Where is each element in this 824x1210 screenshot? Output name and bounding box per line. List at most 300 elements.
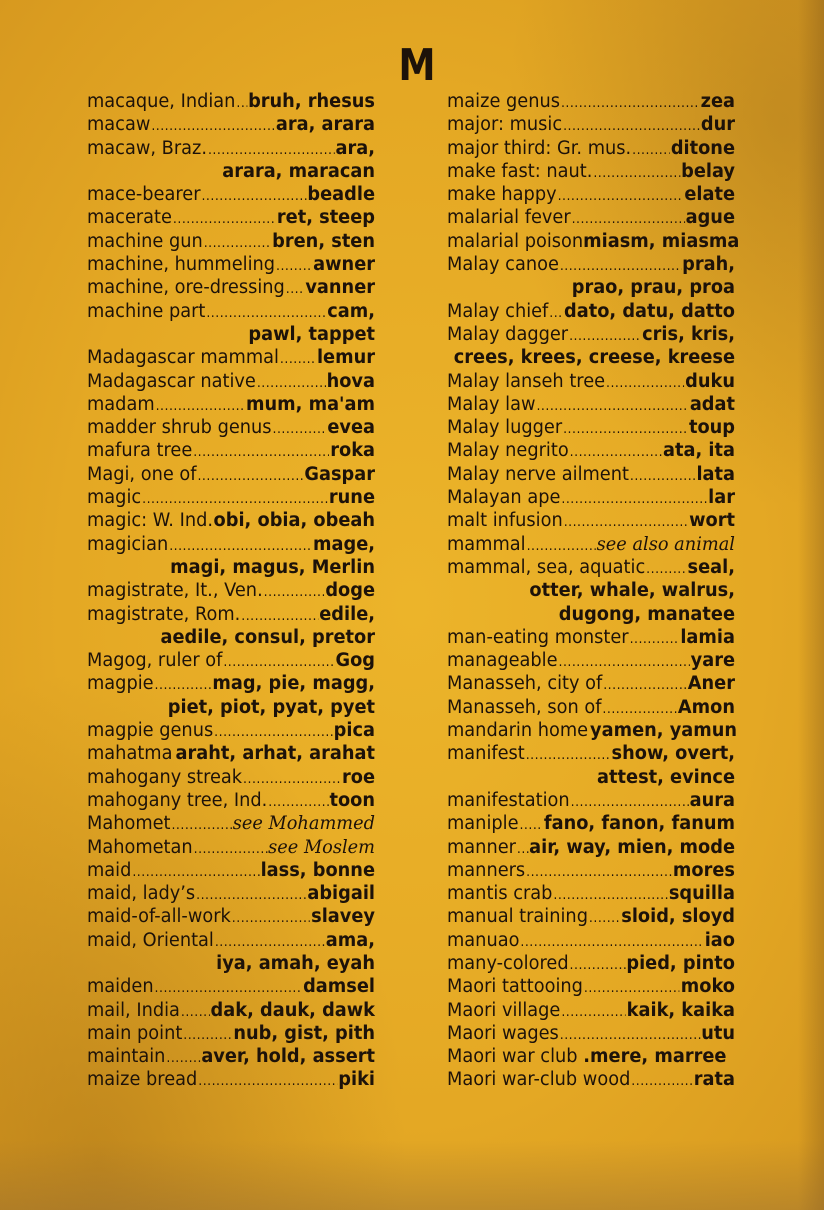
entry-answers: lar bbox=[708, 487, 735, 509]
dot-leader bbox=[560, 1024, 700, 1047]
entry bbox=[87, 509, 375, 532]
entry-headword: mail, India bbox=[87, 999, 180, 1021]
dot-leader bbox=[630, 465, 696, 488]
dot-leader bbox=[572, 208, 685, 231]
entry bbox=[87, 206, 375, 229]
entry bbox=[447, 253, 735, 276]
entry bbox=[447, 789, 735, 812]
dot-leader bbox=[155, 674, 212, 697]
dot-leader bbox=[241, 605, 318, 628]
entry-answers: lass, bonne bbox=[260, 859, 375, 881]
entry-answers: toon bbox=[329, 789, 375, 811]
dot-leader bbox=[527, 535, 596, 558]
entry-headword: madam bbox=[87, 393, 155, 415]
dot-leader bbox=[570, 954, 626, 977]
entry-answers: Amon bbox=[677, 696, 735, 718]
entry-answers: mag, pie, magg, bbox=[212, 673, 375, 695]
entry bbox=[447, 1068, 735, 1091]
entry-headword: Malay lanseh tree bbox=[447, 370, 606, 392]
entry bbox=[87, 276, 375, 299]
entry-answers: aedile, consul, pretor bbox=[160, 626, 375, 648]
entry-headword: machine gun bbox=[87, 230, 203, 252]
dot-leader bbox=[526, 744, 611, 767]
entry bbox=[447, 812, 735, 835]
entry-continuation bbox=[87, 696, 375, 719]
entry-headword: maintain bbox=[87, 1046, 166, 1068]
entry-answers: squilla bbox=[668, 883, 735, 905]
entry-headword: macaw, Braz. bbox=[87, 137, 207, 159]
entry-continuation bbox=[87, 626, 375, 649]
entry-answers: vanner bbox=[305, 277, 375, 299]
entry-continuation bbox=[447, 346, 735, 369]
entry-answers: Aner bbox=[687, 673, 735, 695]
dot-leader bbox=[536, 395, 688, 418]
entry-headword: manageable bbox=[447, 650, 558, 672]
entry-headword: machine part bbox=[87, 300, 206, 322]
entry-answers: sloid, sloyd bbox=[621, 906, 735, 928]
entry-answers: moko bbox=[680, 976, 735, 998]
entry-answers: ara, arara bbox=[275, 114, 375, 136]
entry-headword: manner bbox=[447, 836, 516, 858]
entry-answers: ama, bbox=[325, 929, 375, 951]
page-bottom-wear bbox=[0, 1140, 824, 1210]
dot-leader bbox=[156, 395, 245, 418]
entry-answers: lemur bbox=[316, 347, 375, 369]
dot-leader bbox=[173, 208, 276, 231]
dot-leader bbox=[563, 418, 688, 441]
entry-headword: Malay nerve ailment bbox=[447, 463, 629, 485]
dot-leader bbox=[243, 768, 341, 791]
entry-answers: yare bbox=[690, 650, 735, 672]
dot-leader bbox=[215, 931, 325, 954]
entry bbox=[87, 905, 375, 928]
entry bbox=[447, 975, 735, 998]
entry-headword: mammal bbox=[447, 533, 526, 555]
entry-answers: arara, maracan bbox=[222, 160, 375, 182]
dot-leader bbox=[236, 92, 247, 115]
entry-continuation bbox=[87, 556, 375, 579]
entry bbox=[87, 649, 375, 672]
entry bbox=[447, 160, 735, 183]
entry-headword: malarial fever bbox=[447, 207, 571, 229]
dot-leader bbox=[201, 185, 306, 208]
entry-continuation bbox=[87, 160, 375, 183]
entry-answers: lata bbox=[696, 463, 735, 485]
dot-leader bbox=[264, 581, 325, 604]
entry-answers: pied, pinto bbox=[626, 952, 735, 974]
entry bbox=[87, 253, 375, 276]
entry-answers: magi, magus, Merlin bbox=[170, 556, 375, 578]
entry-headword: Malay law bbox=[447, 393, 536, 415]
entry-headword: mafura tree bbox=[87, 440, 193, 462]
entry-headword: maid-of-all-work bbox=[87, 906, 231, 928]
dot-leader bbox=[155, 977, 303, 1000]
dot-leader bbox=[571, 791, 689, 814]
dot-leader bbox=[517, 838, 528, 861]
entry-headword: mahatma bbox=[87, 743, 173, 765]
entry bbox=[87, 579, 375, 602]
entry-headword: magpie genus bbox=[87, 720, 214, 742]
entry-continuation bbox=[447, 603, 735, 626]
entry-headword: Mahomet bbox=[87, 813, 171, 835]
entry bbox=[87, 929, 375, 952]
entry bbox=[447, 905, 735, 928]
entry-headword: mammal, sea, aquatic bbox=[447, 556, 646, 578]
entry bbox=[447, 952, 735, 975]
dot-leader bbox=[561, 488, 707, 511]
dot-leader bbox=[208, 139, 335, 162]
entry-answers: damsel bbox=[303, 976, 375, 998]
entry-continuation bbox=[447, 276, 735, 299]
entry bbox=[87, 742, 375, 765]
entry-headword: magic bbox=[87, 487, 142, 509]
entry-headword: Malayan ape bbox=[447, 487, 561, 509]
entry-headword: maiden bbox=[87, 976, 154, 998]
dot-leader bbox=[173, 744, 174, 767]
dot-leader bbox=[142, 488, 328, 511]
dot-leader bbox=[268, 791, 328, 814]
entry bbox=[447, 206, 735, 229]
dot-leader bbox=[197, 465, 303, 488]
dot-leader bbox=[204, 232, 271, 255]
entry-headword: macerate bbox=[87, 207, 172, 229]
left-column bbox=[87, 90, 387, 1092]
entry bbox=[87, 999, 375, 1022]
entry-answers: dugong, manatee bbox=[558, 603, 735, 625]
entry-answers: yamen, yamun bbox=[590, 720, 738, 742]
cross-reference: see Moslem bbox=[268, 836, 375, 858]
entry-headword: many-colored bbox=[447, 952, 569, 974]
entry-answers: slavey bbox=[311, 906, 375, 928]
entry-headword: machine, hummeling bbox=[87, 254, 276, 276]
entry-answers: kaik, kaika bbox=[626, 999, 735, 1021]
entry bbox=[447, 1022, 735, 1045]
entry bbox=[87, 90, 375, 113]
entry bbox=[87, 230, 375, 253]
entry bbox=[447, 836, 735, 859]
entry-answers: aura bbox=[689, 789, 735, 811]
entry bbox=[447, 323, 735, 346]
entry-answers: mum, ma'am bbox=[245, 393, 375, 415]
entry-headword: maize bread bbox=[87, 1069, 198, 1091]
entry-headword: magistrate, It., Ven. bbox=[87, 580, 263, 602]
entry bbox=[87, 183, 375, 206]
entry-answers: mores bbox=[672, 859, 735, 881]
entry-headword: Mahometan bbox=[87, 836, 193, 858]
entry-headword: mantis crab bbox=[447, 883, 553, 905]
cross-reference: see also animal bbox=[596, 533, 735, 555]
entry bbox=[447, 882, 735, 905]
entry-headword: Magog, ruler of bbox=[87, 650, 223, 672]
entry-answers: piet, piot, pyat, pyet bbox=[167, 696, 375, 718]
entry-headword: magic: W. Ind. bbox=[87, 510, 214, 532]
entry-headword: Maori war-club wood bbox=[447, 1069, 631, 1091]
entry bbox=[87, 1022, 375, 1045]
entry-headword: malarial poison bbox=[447, 230, 584, 252]
entry bbox=[87, 300, 375, 323]
entry-answers: edile, bbox=[319, 603, 375, 625]
entry-answers: ague bbox=[685, 207, 735, 229]
entry bbox=[447, 90, 735, 113]
entry-answers: belay bbox=[681, 160, 735, 182]
entry-answers: piki bbox=[338, 1069, 375, 1091]
entry bbox=[87, 416, 375, 439]
entry bbox=[447, 370, 735, 393]
entry-headword: manuao bbox=[447, 929, 520, 951]
entry bbox=[87, 836, 375, 859]
entry-answers: beadle bbox=[307, 184, 375, 206]
entry bbox=[447, 999, 735, 1022]
entry-answers: adat bbox=[689, 393, 735, 415]
entry-headword: magpie bbox=[87, 673, 154, 695]
entry bbox=[447, 556, 735, 579]
entry-headword: major third: Gr. mus. bbox=[447, 137, 632, 159]
dot-leader bbox=[169, 535, 312, 558]
entry bbox=[447, 137, 735, 160]
entry-answers: prah, bbox=[682, 254, 735, 276]
entry bbox=[447, 626, 735, 649]
entry bbox=[447, 486, 735, 509]
entry-answers: wort bbox=[689, 510, 735, 532]
entry-answers: crees, krees, creese, kreese bbox=[453, 347, 735, 369]
entry-headword: Maori war club bbox=[447, 1046, 578, 1068]
entry-headword: Madagascar native bbox=[87, 370, 256, 392]
entry-headword: mahogany tree, Ind. bbox=[87, 789, 268, 811]
entry-answers: evea bbox=[327, 417, 375, 439]
entry-answers: dur bbox=[700, 114, 735, 136]
dot-leader bbox=[171, 814, 231, 837]
entry-headword: mandarin home bbox=[447, 720, 589, 742]
dot-leader bbox=[564, 511, 688, 534]
entry bbox=[447, 859, 735, 882]
entry-headword: make fast: naut. bbox=[447, 160, 593, 182]
entry-answers: awner bbox=[313, 254, 375, 276]
cross-reference: see Mohammed bbox=[232, 813, 375, 835]
entry bbox=[447, 230, 740, 253]
dot-leader bbox=[214, 721, 333, 744]
entry bbox=[87, 1045, 375, 1068]
entry bbox=[87, 533, 375, 556]
entry-headword: maid bbox=[87, 859, 132, 881]
entry-headword: Malay lugger bbox=[447, 417, 563, 439]
entry bbox=[87, 346, 375, 369]
entry-answers: araht, arhat, arahat bbox=[175, 743, 375, 765]
entry-answers: mage, bbox=[312, 533, 375, 555]
section-letter-heading: M bbox=[398, 40, 436, 91]
entry-headword: macaque, Indian bbox=[87, 91, 236, 112]
dot-leader bbox=[181, 1001, 210, 1024]
dot-leader bbox=[232, 907, 310, 930]
entry bbox=[87, 486, 375, 509]
entry bbox=[87, 882, 375, 905]
entry bbox=[87, 439, 375, 462]
entry-answers: air, way, mien, mode bbox=[529, 836, 735, 858]
entry-answers: obi, obia, obeah bbox=[213, 510, 375, 532]
entry-headword: Madagascar mammal bbox=[87, 347, 279, 369]
entry-answers: aver, hold, assert bbox=[201, 1046, 375, 1068]
entry-answers: nub, gist, pith bbox=[233, 1022, 375, 1044]
entry-answers: rune bbox=[328, 487, 375, 509]
entry-headword: Manasseh, son of bbox=[447, 696, 602, 718]
page-edge-shadow bbox=[798, 0, 824, 1210]
entry-answers: duku bbox=[685, 370, 735, 392]
dot-leader bbox=[257, 372, 326, 395]
entry-answers: iya, amah, eyah bbox=[216, 952, 375, 974]
entry-headword: Maori tattooing bbox=[447, 976, 583, 998]
dot-leader bbox=[193, 441, 329, 464]
dot-leader bbox=[569, 325, 641, 348]
entry-headword: macaw bbox=[87, 114, 151, 136]
entry-answers: dak, dauk, dawk bbox=[210, 999, 375, 1021]
entry-answers: zea bbox=[700, 91, 735, 112]
entry-answers: iao bbox=[704, 929, 735, 951]
entry-continuation bbox=[87, 323, 375, 346]
entry-answers: bren, sten bbox=[272, 230, 375, 252]
entry-headword: maize genus bbox=[447, 91, 560, 112]
entry bbox=[87, 370, 375, 393]
entry-answers: toup bbox=[688, 417, 735, 439]
entry-headword: manifest bbox=[447, 743, 525, 765]
entry-answers: show, overt, bbox=[611, 743, 735, 765]
dot-leader bbox=[166, 1047, 200, 1070]
entry-answers: ditone bbox=[670, 137, 735, 159]
dot-leader bbox=[198, 1070, 337, 1093]
dot-leader bbox=[183, 1024, 232, 1047]
entry-headword: Malay dagger bbox=[447, 323, 569, 345]
entry bbox=[87, 766, 375, 789]
entry bbox=[447, 719, 738, 742]
dot-leader bbox=[593, 162, 680, 185]
entry-headword: magician bbox=[87, 533, 169, 555]
entry bbox=[447, 183, 735, 206]
entry bbox=[87, 975, 375, 998]
entry-headword: Manasseh, city of bbox=[447, 673, 603, 695]
entry-answers: ara, bbox=[335, 137, 375, 159]
entry-continuation bbox=[87, 952, 375, 975]
entry bbox=[87, 393, 375, 416]
entry-headword: Malay canoe bbox=[447, 254, 559, 276]
dot-leader bbox=[526, 861, 672, 884]
entry-answers: cris, kris, bbox=[642, 323, 735, 345]
entry-answers: lamia bbox=[680, 626, 735, 648]
entry bbox=[87, 603, 375, 626]
entry bbox=[87, 463, 375, 486]
entry-continuation bbox=[447, 579, 735, 602]
entry-answers: fano, fanon, fanum bbox=[543, 813, 735, 835]
dot-leader bbox=[132, 861, 259, 884]
entry-answers: miasm, miasma bbox=[583, 230, 740, 252]
dot-leader bbox=[584, 977, 680, 1000]
dot-leader bbox=[630, 628, 680, 651]
entry-answers: rata bbox=[693, 1069, 735, 1091]
entry-headword: magistrate, Rom. bbox=[87, 603, 241, 625]
entry-headword: maniple bbox=[447, 813, 519, 835]
dot-leader bbox=[223, 651, 334, 674]
dot-leader bbox=[631, 1070, 693, 1093]
entry bbox=[447, 509, 735, 532]
entry-headword: Malay chief bbox=[447, 300, 549, 322]
dot-leader bbox=[273, 418, 327, 441]
entry-answers: pawl, tappet bbox=[248, 323, 375, 345]
entry-headword: manifestation bbox=[447, 789, 570, 811]
entry-headword: manual training bbox=[447, 906, 588, 928]
dot-leader bbox=[646, 558, 686, 581]
entry-answers: ata, ita bbox=[663, 440, 735, 462]
entry bbox=[447, 696, 735, 719]
dot-leader bbox=[280, 348, 316, 371]
dot-leader bbox=[520, 931, 703, 954]
entry bbox=[87, 113, 375, 136]
dot-leader bbox=[519, 814, 542, 837]
dot-leader bbox=[151, 115, 275, 138]
entry bbox=[87, 672, 375, 695]
dot-leader bbox=[553, 884, 667, 907]
entry-answers: attest, evince bbox=[597, 766, 735, 788]
entry bbox=[87, 789, 375, 812]
entry-answers: .mere, marree bbox=[583, 1046, 727, 1068]
entry-answers: doge bbox=[325, 580, 375, 602]
entry-headword: madder shrub genus bbox=[87, 417, 272, 439]
entry-answers: hova bbox=[326, 370, 375, 392]
dot-leader bbox=[549, 302, 563, 325]
entry-headword: machine, ore-dressing bbox=[87, 277, 285, 299]
entry-answers: Gog bbox=[335, 650, 375, 672]
dot-leader bbox=[570, 441, 662, 464]
right-column bbox=[447, 90, 747, 1092]
dot-leader bbox=[561, 1001, 625, 1024]
entry-headword: main point bbox=[87, 1022, 183, 1044]
entry bbox=[447, 929, 735, 952]
entry-headword: maid, lady’s bbox=[87, 883, 196, 905]
entry-answers: roka bbox=[330, 440, 375, 462]
entry bbox=[447, 416, 735, 439]
entry-continuation bbox=[447, 766, 735, 789]
dot-leader bbox=[206, 302, 326, 325]
entry-headword: Maori wages bbox=[447, 1022, 559, 1044]
entry-answers: ret, steep bbox=[276, 207, 375, 229]
dot-leader bbox=[194, 838, 268, 861]
entry bbox=[447, 742, 735, 765]
entry-answers: prao, prau, proa bbox=[571, 277, 735, 299]
entry-answers: dato, datu, datto bbox=[564, 300, 735, 322]
entry bbox=[447, 393, 735, 416]
entry-answers: seal, bbox=[687, 556, 735, 578]
dot-leader bbox=[286, 278, 305, 301]
dot-leader bbox=[560, 255, 681, 278]
entry bbox=[447, 113, 735, 136]
entry-answers: pica bbox=[333, 720, 375, 742]
dot-leader bbox=[563, 115, 700, 138]
entry-answers: utu bbox=[701, 1022, 735, 1044]
entry-headword: major: music bbox=[447, 114, 563, 136]
entry-headword: malt infusion bbox=[447, 510, 563, 532]
dot-leader bbox=[276, 255, 312, 278]
entry-answers: elate bbox=[684, 184, 735, 206]
entry bbox=[87, 812, 375, 835]
entry-answers: otter, whale, walrus, bbox=[529, 580, 735, 602]
entry bbox=[87, 1068, 375, 1091]
dot-leader bbox=[558, 185, 684, 208]
dot-leader bbox=[589, 907, 620, 930]
entry bbox=[447, 1045, 735, 1068]
entry-answers: Gaspar bbox=[304, 463, 375, 485]
entry bbox=[447, 300, 735, 323]
dot-leader bbox=[606, 372, 684, 395]
entry bbox=[87, 859, 375, 882]
entry bbox=[447, 672, 735, 695]
entry bbox=[447, 463, 735, 486]
entry bbox=[447, 533, 735, 556]
